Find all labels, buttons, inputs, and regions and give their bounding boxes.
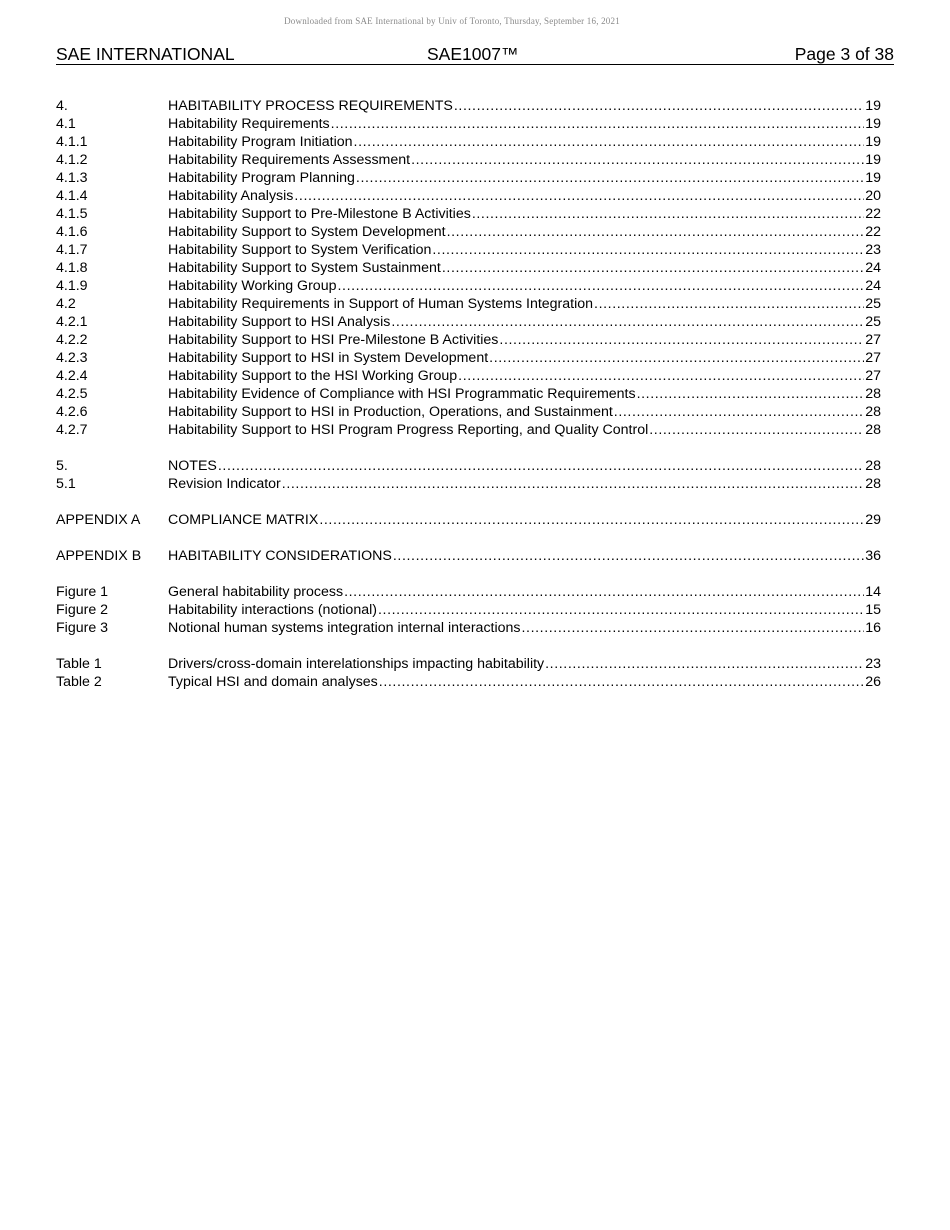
toc-dot-leader — [432, 241, 864, 259]
toc-entry-title: COMPLIANCE MATRIX — [168, 512, 319, 528]
toc-entry-page: 29 — [865, 512, 881, 528]
toc-entry-page: 27 — [865, 332, 881, 348]
toc-entry[interactable] — [56, 115, 881, 133]
toc-dot-leader — [319, 511, 864, 529]
toc-entry-number: 4.1.6 — [56, 224, 88, 240]
toc-entry[interactable] — [56, 583, 881, 601]
toc-entry-number: 4.2.1 — [56, 314, 88, 330]
toc-entry[interactable] — [56, 331, 881, 349]
toc-entry-number: 5. — [56, 458, 68, 474]
toc-dot-leader — [442, 259, 864, 277]
toc-entry-number: 4.2.6 — [56, 404, 88, 420]
toc-entry-page: 28 — [865, 404, 881, 420]
toc-entry-page: 28 — [865, 422, 881, 438]
toc-entry-title: Habitability Support to HSI Pre-Milestone B Activities — [168, 332, 499, 348]
toc-entry-title: Habitability Program Planning — [168, 170, 355, 186]
toc-entry[interactable] — [56, 367, 881, 385]
toc-entry[interactable] — [56, 277, 881, 295]
toc-entry-title: Notional human systems integration internal interactions — [168, 620, 521, 636]
toc-entry[interactable] — [56, 547, 881, 565]
toc-group — [56, 583, 881, 637]
toc-entry-number: Figure 1 — [56, 584, 109, 600]
toc-entry-number: Table 1 — [56, 656, 102, 672]
toc-entry-page: 16 — [865, 620, 881, 636]
toc-entry-number: 4.1.5 — [56, 206, 88, 222]
toc-entry-title: Habitability Program Initiation — [168, 134, 353, 150]
toc-group — [56, 511, 881, 529]
toc-entry-number: APPENDIX B — [56, 548, 142, 564]
toc-entry[interactable] — [56, 349, 881, 367]
toc-entry[interactable] — [56, 421, 881, 439]
toc-entry-page: 19 — [865, 152, 881, 168]
toc-entry-title: Habitability Support to Pre-Milestone B Activities — [168, 206, 471, 222]
toc-group — [56, 547, 881, 565]
toc-dot-leader — [545, 655, 864, 673]
toc-entry[interactable] — [56, 133, 881, 151]
toc-entry[interactable] — [56, 187, 881, 205]
toc-entry-title: Revision Indicator — [168, 476, 281, 492]
toc-entry-title: Habitability Support to the HSI Working Group — [168, 368, 458, 384]
toc-entry-title: Habitability Analysis — [168, 188, 294, 204]
toc-entry-title: Habitability interactions (notional) — [168, 602, 377, 618]
toc-entry-number: 4.2.7 — [56, 422, 88, 438]
toc-entry-page: 22 — [865, 206, 881, 222]
toc-entry-title: HABITABILITY PROCESS REQUIREMENTS — [168, 98, 453, 114]
toc-entry[interactable] — [56, 295, 881, 313]
toc-entry-number: 4.1.9 — [56, 278, 88, 294]
toc-dot-leader — [637, 385, 865, 403]
toc-entry-page: 19 — [865, 170, 881, 186]
toc-entry[interactable] — [56, 673, 881, 691]
toc-entry-number: 4. — [56, 98, 68, 114]
toc-entry-page: 23 — [865, 242, 881, 258]
toc-entry-number: 4.1.2 — [56, 152, 88, 168]
toc-entry-page: 20 — [865, 188, 881, 204]
toc-dot-leader — [294, 187, 864, 205]
toc-entry-page: 24 — [865, 278, 881, 294]
toc-group — [56, 457, 881, 493]
toc-entry-page: 15 — [865, 602, 881, 618]
publisher-name: SAE INTERNATIONAL — [56, 44, 235, 64]
toc-entry-page: 27 — [865, 368, 881, 384]
toc-entry[interactable] — [56, 151, 881, 169]
table-of-contents — [56, 97, 881, 709]
toc-dot-leader — [472, 205, 864, 223]
toc-entry-title: Habitability Support to HSI in Production, Operations, and Sustainment — [168, 404, 613, 420]
toc-entry-page: 28 — [865, 386, 881, 402]
toc-entry-number: 4.1 — [56, 116, 76, 132]
toc-entry-number: 5.1 — [56, 476, 76, 492]
toc-dot-leader — [447, 223, 865, 241]
toc-entry-title: Habitability Support to System Development — [168, 224, 446, 240]
toc-dot-leader — [379, 673, 864, 691]
toc-dot-leader — [378, 601, 864, 619]
toc-entry[interactable] — [56, 403, 881, 421]
page-number: Page 3 of 38 — [794, 44, 894, 64]
toc-entry[interactable] — [56, 205, 881, 223]
toc-entry-page: 19 — [865, 134, 881, 150]
toc-entry-number: APPENDIX A — [56, 512, 141, 528]
toc-entry-number: Figure 3 — [56, 620, 109, 636]
toc-entry[interactable] — [56, 475, 881, 493]
page-header — [56, 44, 894, 65]
toc-entry[interactable] — [56, 619, 881, 637]
toc-entry-title: NOTES — [168, 458, 217, 474]
toc-entry-page: 19 — [865, 98, 881, 114]
toc-entry-page: 25 — [865, 314, 881, 330]
toc-entry-title: Habitability Requirements — [168, 116, 330, 132]
toc-entry-number: 4.1.3 — [56, 170, 88, 186]
toc-entry-number: 4.2.5 — [56, 386, 88, 402]
toc-entry[interactable] — [56, 655, 881, 673]
toc-entry-number: 4.2 — [56, 296, 76, 312]
toc-entry-number: 4.1.1 — [56, 134, 88, 150]
toc-dot-leader — [454, 97, 864, 115]
toc-entry-page: 26 — [865, 674, 881, 690]
toc-entry-number: 4.2.3 — [56, 350, 88, 366]
toc-entry-number: 4.2.2 — [56, 332, 88, 348]
toc-dot-leader — [614, 403, 864, 421]
toc-dot-leader — [331, 115, 865, 133]
toc-entry-page: 25 — [865, 296, 881, 312]
toc-entry-title: Typical HSI and domain analyses — [168, 674, 378, 690]
toc-dot-leader — [499, 331, 864, 349]
toc-entry-page: 28 — [865, 476, 881, 492]
document-number: SAE1007™ — [427, 44, 519, 64]
toc-dot-leader — [218, 457, 864, 475]
toc-entry-title: HABITABILITY CONSIDERATIONS — [168, 548, 392, 564]
toc-dot-leader — [356, 169, 864, 187]
toc-entry-title: Habitability Working Group — [168, 278, 337, 294]
toc-entry-page: 19 — [865, 116, 881, 132]
toc-group — [56, 97, 881, 439]
toc-entry-page: 22 — [865, 224, 881, 240]
toc-entry-page: 27 — [865, 350, 881, 366]
toc-dot-leader — [354, 133, 865, 151]
toc-dot-leader — [594, 295, 864, 313]
toc-entry-title: Habitability Requirements in Support of Human Systems Integration — [168, 296, 594, 312]
toc-entry[interactable] — [56, 241, 881, 259]
toc-entry-title: Drivers/cross-domain interelationships impacting habitability — [168, 656, 545, 672]
toc-entry-page: 24 — [865, 260, 881, 276]
toc-entry-number: Table 2 — [56, 674, 102, 690]
toc-entry[interactable] — [56, 601, 881, 619]
toc-entry-title: Habitability Support to HSI Program Progress Reporting, and Quality Control — [168, 422, 649, 438]
toc-entry-title: Habitability Support to System Verification — [168, 242, 432, 258]
toc-dot-leader — [489, 349, 864, 367]
toc-entry-title: Habitability Support to HSI in System Development — [168, 350, 489, 366]
toc-entry-number: 4.1.4 — [56, 188, 88, 204]
toc-entry[interactable] — [56, 313, 881, 331]
toc-dot-leader — [391, 313, 864, 331]
toc-entry-title: Habitability Support to System Sustainment — [168, 260, 441, 276]
toc-entry[interactable] — [56, 259, 881, 277]
toc-entry-title: Habitability Requirements Assessment — [168, 152, 411, 168]
toc-dot-leader — [344, 583, 864, 601]
toc-dot-leader — [411, 151, 864, 169]
toc-entry-title: Habitability Support to HSI Analysis — [168, 314, 391, 330]
toc-group — [56, 655, 881, 691]
toc-entry-page: 28 — [865, 458, 881, 474]
toc-entry-number: Figure 2 — [56, 602, 109, 618]
toc-entry-page: 23 — [865, 656, 881, 672]
download-watermark: Downloaded from SAE International by Univ of Toronto, Thursday, September 16, 2021 — [284, 16, 620, 26]
toc-entry[interactable] — [56, 223, 881, 241]
toc-dot-leader — [649, 421, 864, 439]
toc-entry[interactable] — [56, 169, 881, 187]
toc-entry-page: 36 — [865, 548, 881, 564]
toc-dot-leader — [282, 475, 864, 493]
toc-dot-leader — [458, 367, 864, 385]
toc-dot-leader — [393, 547, 864, 565]
toc-entry-title: Habitability Evidence of Compliance with HSI Programmatic Requirements — [168, 386, 636, 402]
toc-entry-page: 14 — [865, 584, 881, 600]
toc-dot-leader — [337, 277, 864, 295]
toc-entry-number: 4.1.8 — [56, 260, 88, 276]
toc-entry[interactable] — [56, 385, 881, 403]
toc-dot-leader — [522, 619, 865, 637]
toc-entry[interactable] — [56, 457, 881, 475]
toc-entry[interactable] — [56, 511, 881, 529]
toc-entry-number: 4.1.7 — [56, 242, 88, 258]
toc-entry-number: 4.2.4 — [56, 368, 88, 384]
toc-entry[interactable] — [56, 97, 881, 115]
toc-entry-title: General habitability process — [168, 584, 344, 600]
